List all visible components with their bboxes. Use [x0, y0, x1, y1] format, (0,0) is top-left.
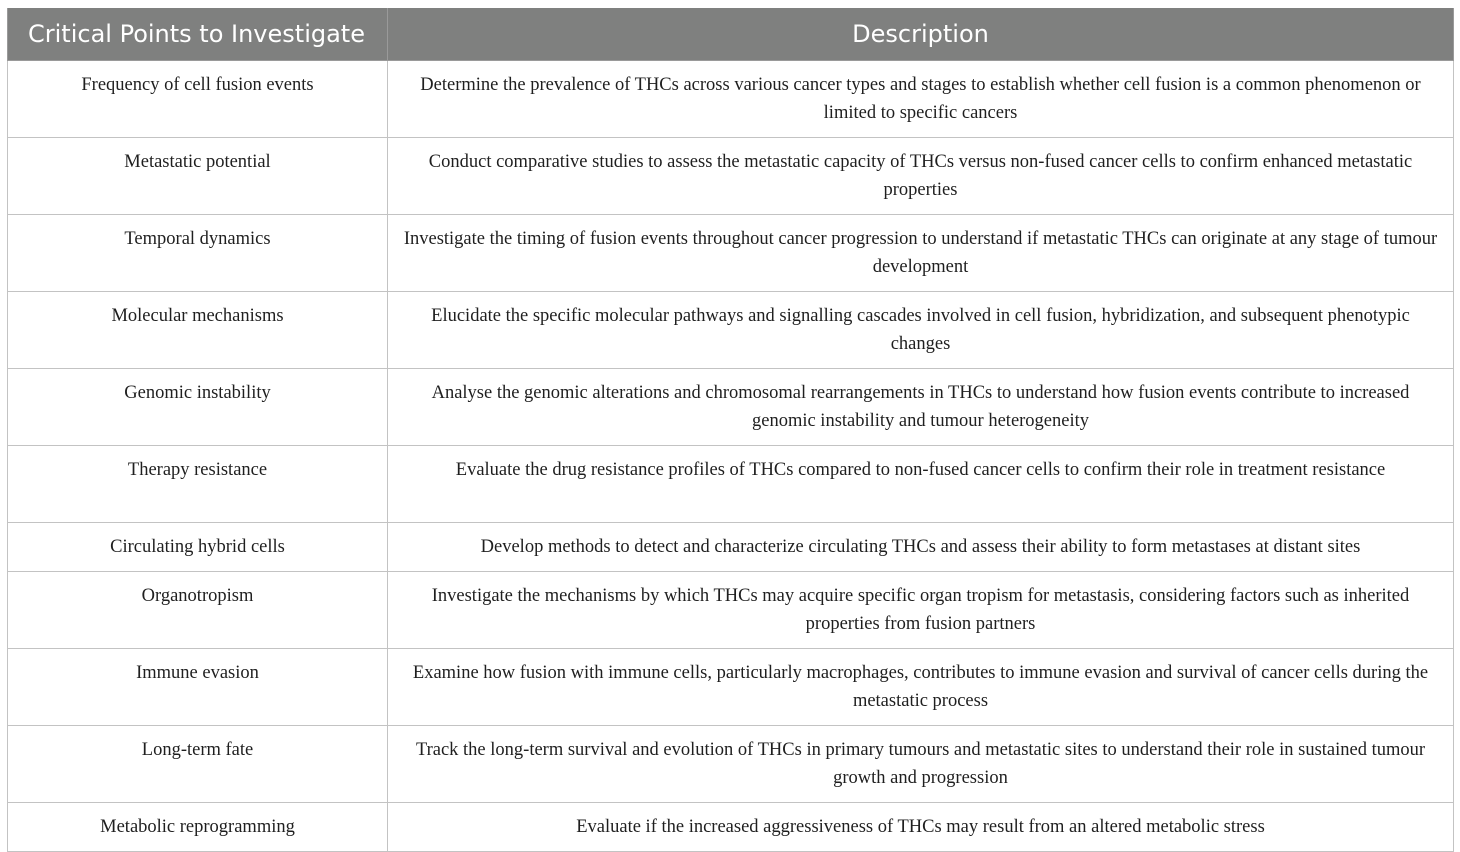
critical-point-cell: Circulating hybrid cells — [8, 523, 388, 572]
critical-point-cell: Immune evasion — [8, 649, 388, 726]
table-body — [8, 61, 1454, 852]
table-row — [8, 292, 1454, 369]
description-cell: Conduct comparative studies to assess the metastatic capacity of THCs versus non-fused cancer cells to confirm enhanced metastatic properties — [388, 138, 1454, 215]
critical-point-cell: Organotropism — [8, 572, 388, 649]
description-cell: Develop methods to detect and characterize circulating THCs and assess their ability to form metastases at distant sites — [388, 523, 1454, 572]
description-cell: Investigate the mechanisms by which THCs may acquire specific organ tropism for metastasis, considering factors such as inherited properties from fusion partners — [388, 572, 1454, 649]
critical-point-cell: Molecular mechanisms — [8, 292, 388, 369]
critical-point-cell: Metabolic reprogramming — [8, 803, 388, 852]
description-cell: Determine the prevalence of THCs across various cancer types and stages to establish whether cell fusion is a common phenomenon or limited to specific cancers — [388, 61, 1454, 138]
table-row — [8, 523, 1454, 572]
critical-points-table-container — [7, 8, 1453, 852]
critical-point-cell: Genomic instability — [8, 369, 388, 446]
description-cell: Track the long-term survival and evolution of THCs in primary tumours and metastatic sites to understand their role in sustained tumour growth and progression — [388, 726, 1454, 803]
header-row — [8, 8, 1454, 61]
critical-point-cell: Temporal dynamics — [8, 215, 388, 292]
table-row — [8, 138, 1454, 215]
description-cell: Evaluate the drug resistance profiles of THCs compared to non-fused cancer cells to confirm their role in treatment resistance — [388, 446, 1454, 523]
critical-point-cell: Metastatic potential — [8, 138, 388, 215]
critical-points-table — [7, 8, 1454, 852]
description-cell: Examine how fusion with immune cells, particularly macrophages, contributes to immune evasion and survival of cancer cells during the metastatic process — [388, 649, 1454, 726]
description-cell: Evaluate if the increased aggressiveness of THCs may result from an altered metabolic stress — [388, 803, 1454, 852]
description-cell: Analyse the genomic alterations and chromosomal rearrangements in THCs to understand how fusion events contribute to increased genomic instability and tumour heterogeneity — [388, 369, 1454, 446]
table-row — [8, 726, 1454, 803]
table-row — [8, 61, 1454, 138]
table-row — [8, 369, 1454, 446]
critical-point-cell: Frequency of cell fusion events — [8, 61, 388, 138]
column-header-critical-points: Critical Points to Investigate — [8, 8, 388, 61]
critical-point-cell: Long-term fate — [8, 726, 388, 803]
table-row — [8, 215, 1454, 292]
description-cell: Elucidate the specific molecular pathways and signalling cascades involved in cell fusion, hybridization, and subsequent phenotypic changes — [388, 292, 1454, 369]
table-row — [8, 649, 1454, 726]
critical-point-cell: Therapy resistance — [8, 446, 388, 523]
table-row — [8, 803, 1454, 852]
description-cell: Investigate the timing of fusion events throughout cancer progression to understand if metastatic THCs can originate at any stage of tumour development — [388, 215, 1454, 292]
table-row — [8, 572, 1454, 649]
column-header-description: Description — [388, 8, 1454, 61]
table-row — [8, 446, 1454, 523]
table-header — [8, 8, 1454, 61]
